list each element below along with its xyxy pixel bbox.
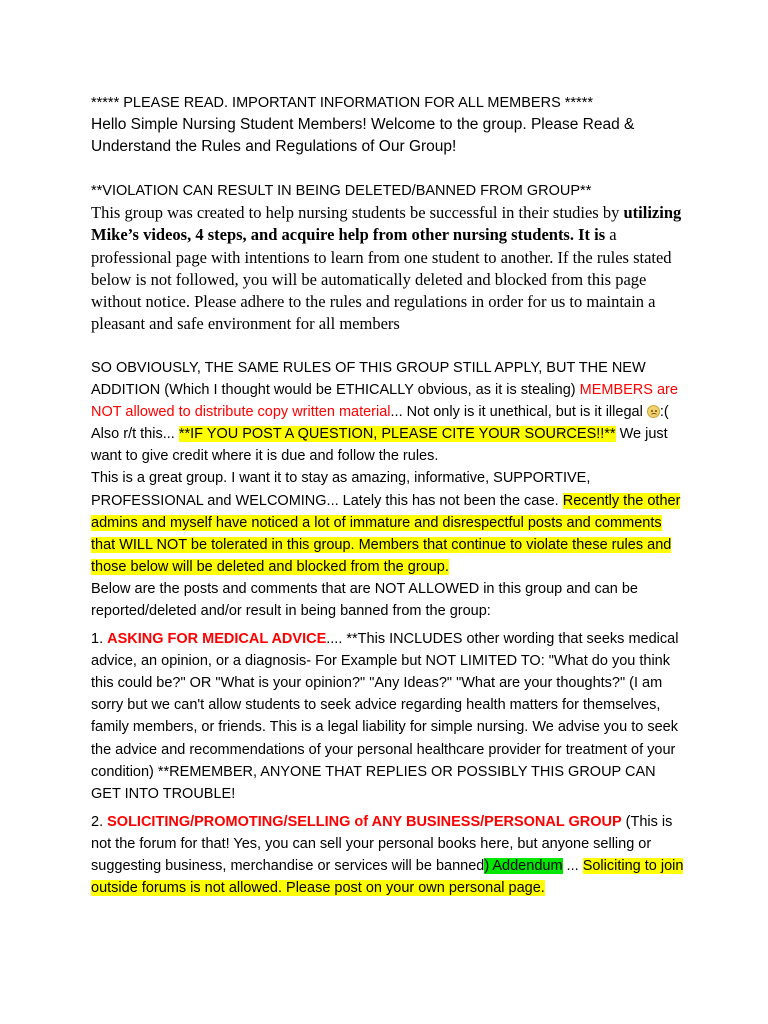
rule-body: (This is not the forum for that! Yes, you can sell your personal books here, but anyone selling or suggesting business, merchandise or services will be banned — [91, 813, 673, 874]
rule-item-2 — [91, 811, 687, 899]
sad-face-emoji-icon — [647, 405, 660, 418]
addendum-highlight: ) Addendum — [484, 858, 563, 874]
rule-body-after: ... — [562, 858, 579, 874]
rule-title: SOLICITING/PROMOTING/SELLING of ANY BUSINESS/PERSONAL GROUP — [107, 813, 622, 830]
not-allowed-intro: Below are the posts and comments that are NOT ALLOWED in this group and can be reported/deleted and/or result in being banned from the group: — [91, 580, 638, 619]
rules-note-text: :( Also r/t this... — [91, 404, 669, 443]
rules-note-text: We just want to give credit where it is due and follow the rules. — [91, 426, 668, 465]
violation-warning: **VIOLATION CAN RESULT IN BEING DELETED/BANNED FROM GROUP** — [91, 183, 592, 200]
rules-note-text: SO OBVIOUSLY, THE SAME RULES OF THIS GROUP STILL APPLY, BUT THE NEW ADDITION (Which I thought would be ETHICALLY obvious, as it is stealing) — [91, 359, 646, 399]
intro-paragraph — [91, 202, 687, 335]
rules-note-paragraph — [91, 357, 687, 467]
great-group-paragraph — [91, 467, 687, 577]
document-body — [91, 92, 687, 899]
admins-notice-highlight: Recently the other admins and myself have noticed a lot of immature and disrespectful posts and comments that WILL NOT be tolerated in this group. Members that continue to violate these rules and those below will be deleted and blocked from the group. — [91, 492, 681, 575]
rule-number: 1. — [91, 631, 108, 648]
rule-body: .... **This INCLUDES other wording that seeks medical advice, an opinion, or a diagnosis- For Example but NOT LIMITED TO: "What do you think this could be?" OR "What is your opinion?" "Any Ideas?" "What are your thoughts?" (I am sorry but we can't allow students to seek advice regarding health matters for themselves, family members, or friends. This is a legal liability for simple nursing. We advise you to seek the advice and recommendations of your personal healthcare provider for treatment of your condition) **REMEMBER, ANYONE THAT REPLIES OR POSSIBLY THIS GROUP CAN GET INTO TROUBLE! — [91, 631, 679, 802]
rule-title: ASKING FOR MEDICAL ADVICE — [107, 631, 327, 648]
intro-bold: utilizing Mike’s videos, 4 steps, and acquire help from other nursing students. It is — [91, 203, 682, 245]
great-group-text: This is a great group. I want it to stay as amazing, informative, SUPPORTIVE, PROFESSIONAL and WELCOMING... Lately this has not been the case. — [91, 470, 591, 509]
welcome-text: Hello Simple Nursing Student Members! Welcome to the group. Please Read & Understand the Rules and Regulations of Our Group! — [91, 116, 635, 156]
intro-rest: a professional page with intentions to learn from one student to another. If the rules stated below is not followed, you will be automatically deleted and blocked from this page without notice. Please adhere to the rules and regulations in order for us to maintain a pleasant and safe environment for all members — [91, 225, 672, 333]
soliciting-highlight: Soliciting to join outside forums is not allowed. Please post on your own personal page. — [91, 858, 684, 897]
rules-note-text: ... Not only is it unethical, but is it illegal — [390, 404, 647, 421]
intro-line: This group was created to help nursing students be successful in their studies by — [91, 203, 620, 223]
rule-number: 2. — [91, 813, 108, 830]
cite-sources-highlight: **IF YOU POST A QUESTION, PLEASE CITE YOUR SOURCES!!** — [178, 426, 616, 443]
banner-heading: ***** PLEASE READ. IMPORTANT INFORMATION FOR ALL MEMBERS ***** — [91, 95, 593, 111]
rule-item-1 — [91, 628, 687, 805]
copyright-warning: MEMBERS are NOT allowed to distribute copy written material — [91, 382, 678, 421]
